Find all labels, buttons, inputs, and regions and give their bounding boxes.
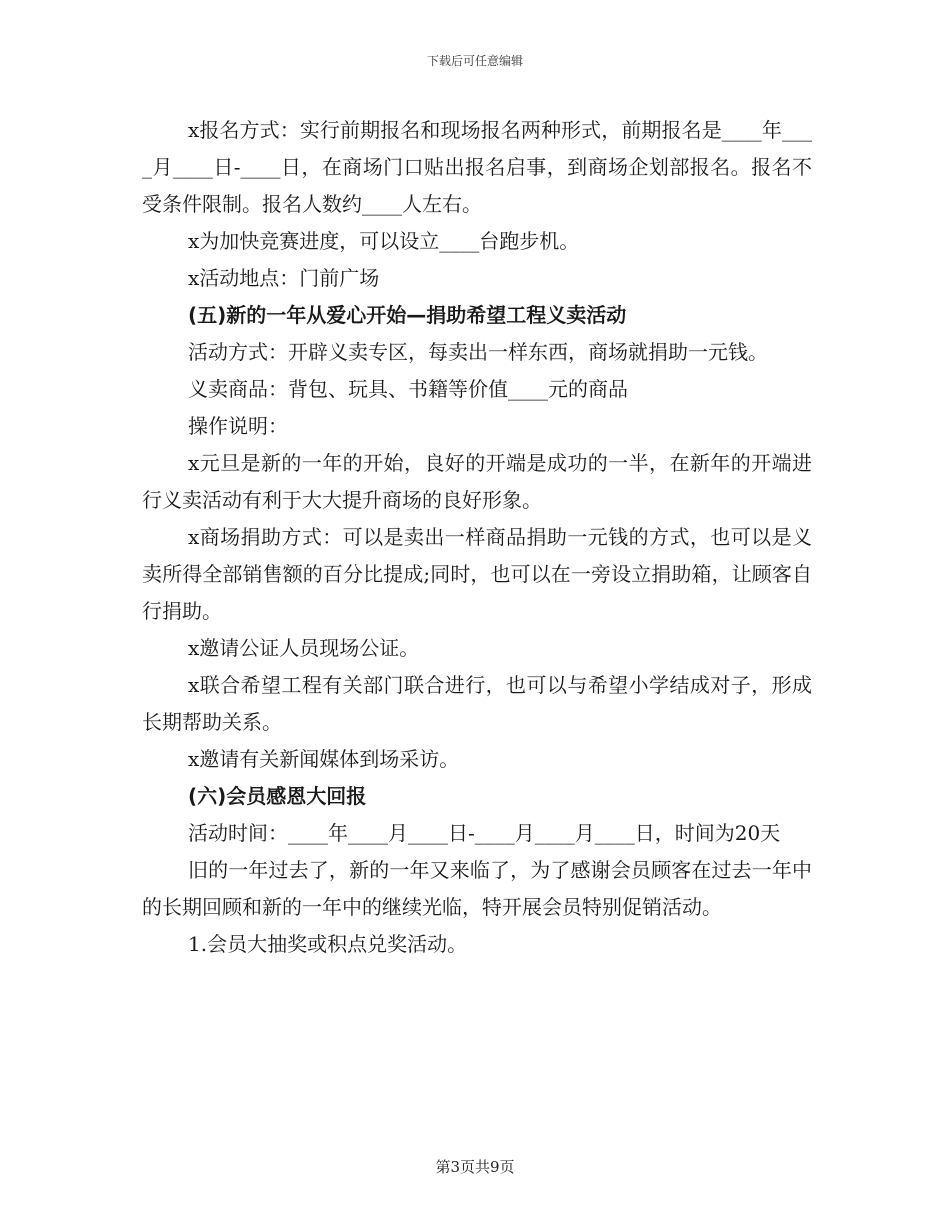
paragraph-activity-time: 活动时间：____年____月____日-____月____月____日，时间为20天 [188, 821, 781, 845]
paragraph-activity-method: 活动方式：开辟义卖专区，每卖出一样东西，商场就捐助一元钱。 [188, 340, 768, 364]
paragraph-operation-notes: 操作说明： [188, 414, 288, 438]
paragraph-charity-goods: 义卖商品：背包、玩具、书籍等价值____元的商品 [188, 377, 628, 401]
paragraph-media: x邀请有关新闻媒体到场采访。 [188, 747, 460, 771]
paragraph-member-intro: 旧的一年过去了，新的一年又来临了，为了感谢会员顾客在过去一年中的长期回顾和新的一年中的继续光临，特开展会员特别促销活动。 [142, 858, 812, 919]
paragraph-notary: x邀请公证人员现场公证。 [188, 636, 420, 660]
paragraph-new-year-start: x元旦是新的一年的开始，良好的开端是成功的一半，在新年的开端进行义卖活动有利于大大提升商场的良好形象。 [142, 451, 812, 512]
paragraph-hope-project: x联合希望工程有关部门联合进行，也可以与希望小学结成对子，形成长期帮助关系。 [142, 673, 812, 734]
paragraph-registration-method: x报名方式：实行前期报名和现场报名两种形式，前期报名是____年____月____日-____日，在商场门口贴出报名启事，到商场企划部报名。报名不受条件限制。报名人数约____人左右。 [142, 118, 812, 216]
page-header: 下载后可任意编辑 [426, 54, 523, 68]
paragraph-venue: x活动地点：门前广场 [188, 266, 380, 290]
section-heading-six: (六)会员感恩大回报 [188, 784, 367, 808]
paragraph-member-lottery: 1.会员大抽奖或积点兑奖活动。 [188, 932, 468, 956]
document-body [142, 112, 812, 963]
page-footer: 第3页共9页 [435, 1158, 515, 1176]
section-heading-five: (五)新的一年从爱心开始—捐助希望工程义卖活动 [188, 303, 627, 327]
paragraph-donation-method: x商场捐助方式：可以是卖出一样商品捐助一元钱的方式，也可以是义卖所得全部销售额的百分比提成;同时，也可以在一旁设立捐助箱，让顾客自行捐助。 [142, 525, 812, 623]
paragraph-treadmills: x为加快竞赛进度，可以设立____台跑步机。 [188, 229, 580, 253]
